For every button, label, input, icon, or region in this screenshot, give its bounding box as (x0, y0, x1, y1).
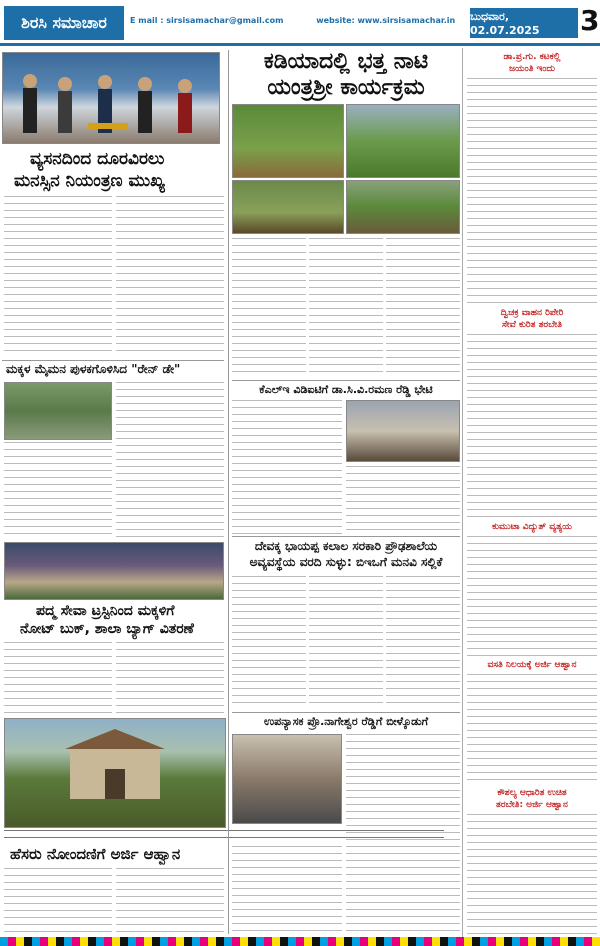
sidebar-2-headline: ದ್ವಿಚಕ್ರ ವಾಹನ ರಿಪೇರಿ (500, 308, 564, 318)
article-4-headline: ಕೆಎಲ್ಇ ವಿಡಿಐಟಿಗೆ ಡಾ.ಸಿ.ವಿ.ರಮಣ ರೆಡ್ಡಿ ಭೇಟಿ (259, 383, 433, 396)
sidebar-5-body (467, 814, 597, 934)
article-4-body (232, 400, 342, 534)
article-7-body-col2 (232, 846, 342, 934)
article-2-headline: ವ್ಯಸನದಿಂದ ದೂರವಿರಲು (30, 149, 165, 169)
article-8-body-col2 (116, 868, 224, 934)
paddy-planting-photo-2 (346, 104, 460, 178)
article-4-body-col2 (346, 466, 460, 534)
article-5-body-col2 (309, 576, 383, 708)
article-6-body-col2 (116, 642, 224, 714)
rain-day-photo (4, 382, 112, 440)
article-1-body-col3 (386, 238, 460, 378)
divider (232, 712, 460, 713)
divider (232, 380, 460, 381)
article-6-headline: ಪದ್ಮ ಸೇವಾ ಟ್ರಸ್ಟಿನಿಂದ ಮಕ್ಕಳಿಗೆ (36, 603, 175, 619)
paddy-planting-photo-3 (232, 180, 344, 234)
lamp-lighting-photo (2, 52, 220, 144)
issue-date: ಬುಧವಾರ, 02.07.2025 (470, 8, 578, 38)
divider (2, 360, 224, 361)
cmyk-color-bar (0, 937, 600, 946)
website-text: website: www.sirsisamachar.in (316, 16, 456, 25)
article-5-body-col3 (386, 576, 460, 708)
column-divider (228, 50, 229, 934)
sidebar-4-headline: ವಸತಿ ನಿಲಯಕ್ಕೆ ಅರ್ಜಿ ಆಹ್ವಾನ (487, 660, 577, 670)
sidebar-1-headline-line2: ಜಯಂತಿ ಇಂದು (508, 64, 556, 74)
paddy-planting-photo-1 (232, 104, 344, 178)
registration-photo (4, 718, 226, 828)
article-7-body (346, 734, 460, 934)
email-text: E mail : sirsisamachar@gmail.com (130, 16, 284, 25)
masthead (0, 0, 600, 46)
article-8-headline: ಹೆಸರು ನೋಂದಣಿಗೆ ಅರ್ಜಿ ಆಹ್ವಾನ (10, 845, 181, 863)
article-1-body-col2 (309, 238, 383, 378)
article-1-headline: ಕಡಿಯಾದಲ್ಲಿ ಭತ್ತ ನಾಟಿ (263, 49, 429, 74)
article-8-body (4, 868, 112, 934)
sidebar-1-headline: ಡಾ.ಪ್ರ.ಗು. ಕಟಕಲ್ಲಿ (503, 52, 561, 62)
sidebar-2-headline-line2: ಸೇವೆ ಕುರಿತ ತರಬೇತಿ (502, 320, 562, 330)
article-2-body (4, 196, 112, 356)
article-3-body-col2 (116, 382, 224, 538)
sidebar-5-headline-line2: ತರಬೇತಿ: ಅರ್ಜಿ ಆಹ್ವಾನ (496, 800, 568, 810)
article-5-body (232, 576, 306, 708)
article-1-body (232, 238, 306, 378)
article-5-headline: ದೇವಕ್ಕ ಭಾಯಪ್ಪ ಕಲಾಲ ಸರಕಾರಿ ಪ್ರೌಢಶಾಲೆಯ (254, 539, 438, 553)
farewell-photo (232, 734, 342, 824)
newspaper-logo: ಶಿರಸಿ ಸಮಾಚಾರ (4, 6, 124, 40)
article-6-body (4, 642, 112, 714)
building-icon (5, 719, 226, 828)
contact-info (130, 16, 485, 25)
sidebar-4-body (467, 674, 597, 784)
sidebar-column (462, 48, 600, 946)
kle-visit-photo (346, 400, 460, 462)
sidebar-1-body (467, 78, 597, 304)
divider (232, 536, 460, 537)
article-6-headline-line2: ನೋಟ್ ಬುಕ್, ಶಾಲಾ ಬ್ಯಾಗ್ ವಿತರಣೆ (20, 621, 194, 637)
sidebar-5-headline: ಕೌಶಲ್ಯ ಆಧಾರಿತ ಉಚಿತ (497, 788, 567, 798)
sidebar-3-headline: ಕುಮುಟಾ ವಿದ್ಯುತ್ ವ್ಯತ್ಯಯ (492, 522, 572, 532)
trust-distribution-photo (4, 542, 224, 600)
article-7-headline: ಉಪನ್ಯಾಸಕ ಪ್ರೊ.ನಾಗೇಶ್ವರ ರೆಡ್ಡಿಗೆ ಬೀಳ್ಕೊಡುಗೆ (263, 715, 429, 728)
article-5-headline-line2: ಅವ್ಯವಸ್ಥೆಯ ವರದಿ ಸುಳ್ಳು: ಬಿಇಒಗೆ ಮನವಿ ಸಲ್ಲಿಕೆ (249, 555, 443, 569)
page-number: 3 (580, 4, 600, 37)
sidebar-3-body (467, 536, 597, 656)
article-2-headline-line2: ಮನಸ್ಸಿನ ನಿಯಂತ್ರಣ ಮುಖ್ಯ (14, 171, 165, 191)
sidebar-2-body (467, 334, 597, 518)
article-1-headline-line2: ಯಂತ್ರಶ್ರೀ ಕಾರ್ಯಕ್ರಮ (267, 75, 425, 100)
article-3-headline: ಮಕ್ಕಳ ಮೈಮನ ಪುಳಕಗೊಳಿಸಿದ "ರೇನ್ ಡೇ" (6, 362, 181, 376)
article-3-body (4, 442, 112, 538)
article-2-body-col2 (116, 196, 224, 356)
paddy-planting-photo-4 (346, 180, 460, 234)
people-figures-icon (3, 53, 220, 144)
